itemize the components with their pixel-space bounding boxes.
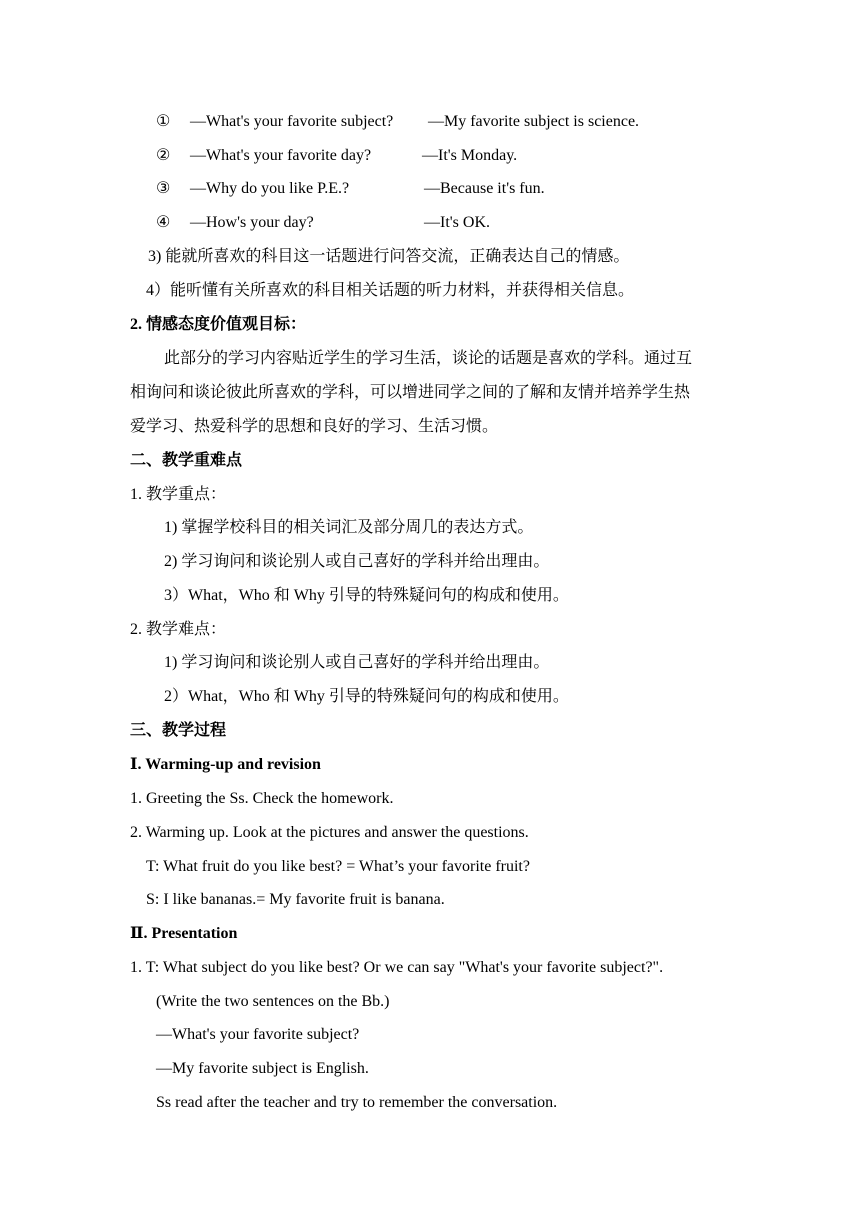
heading-key-points: 二、教学重难点 — [130, 452, 243, 469]
difficulty-title: 2. 教学难点： — [130, 621, 227, 638]
item-number: ④ — [156, 214, 171, 231]
answer: —It's Monday. — [422, 147, 518, 164]
step-2-line-1: 1. T: What subject do you like best? Or we can say "What's your favorite subject?". — [130, 959, 664, 976]
item-number: ③ — [156, 180, 171, 197]
heading-process: 三、教学过程 — [130, 722, 227, 739]
dialogue-item — [156, 145, 371, 167]
step-2-title: Ⅱ. Presentation — [130, 925, 238, 942]
difficulty-item-2: 2）What，Who 和 Why 引导的特殊疑问句的构成和使用。 — [164, 688, 569, 705]
answer: —It's OK. — [424, 214, 490, 231]
step-2-line-5: Ss read after the teacher and try to remember the conversation. — [156, 1094, 558, 1111]
step-1-line-2: 2. Warming up. Look at the pictures and answer the questions. — [130, 824, 529, 841]
key-item-1: 1) 掌握学校科目的相关词汇及部分周几的表达方式。 — [164, 519, 534, 536]
difficulty-item-1: 1) 学习询问和谈论别人或自己喜好的学科并给出理由。 — [164, 654, 550, 671]
step-2-line-3: —What's your favorite subject? — [156, 1026, 360, 1043]
item-number: ② — [156, 147, 171, 164]
key-title: 1. 教学重点： — [130, 486, 227, 503]
paragraph-line-2: 相询问和谈论彼此所喜欢的学科，可以增进同学之间的了解和友情并培养学生热 — [130, 384, 691, 401]
dialogue-item — [156, 111, 393, 133]
paragraph-line-3: 爱学习、热爱科学的思想和良好的学习、生活习惯。 — [130, 418, 499, 435]
step-1-line-1: 1. Greeting the Ss. Check the homework. — [130, 790, 394, 807]
step-1-line-4: S: I like bananas.= My favorite fruit is banana. — [146, 891, 445, 908]
question: —Why do you like P.E.? — [190, 180, 350, 197]
key-item-2: 2) 学习询问和谈论别人或自己喜好的学科并给出理由。 — [164, 553, 550, 570]
section-2-title: 2. 情感态度价值观目标： — [130, 316, 307, 333]
question: —How's your day? — [190, 214, 314, 231]
dialogue-item — [156, 178, 349, 200]
goal-3: 3) 能就所喜欢的科目这一话题进行问答交流，正确表达自己的情感。 — [148, 248, 630, 265]
answer: —Because it's fun. — [424, 180, 545, 197]
answer: —My favorite subject is science. — [428, 113, 640, 130]
dialogue-item — [156, 212, 314, 234]
step-1-title: Ⅰ. Warming-up and revision — [130, 756, 321, 773]
question: —What's your favorite day? — [190, 147, 372, 164]
item-number: ① — [156, 113, 171, 130]
key-item-3: 3）What，Who 和 Why 引导的特殊疑问句的构成和使用。 — [164, 587, 569, 604]
step-1-line-3: T: What fruit do you like best? = What’s your favorite fruit? — [146, 858, 530, 875]
step-2-line-4: —My favorite subject is English. — [156, 1060, 369, 1077]
paragraph-line-1: 此部分的学习内容贴近学生的学习生活，谈论的话题是喜欢的学科。通过互 — [164, 350, 693, 367]
step-2-line-2: (Write the two sentences on the Bb.) — [156, 993, 390, 1010]
goal-4: 4）能听懂有关所喜欢的科目相关话题的听力材料，并获得相关信息。 — [146, 282, 635, 299]
question: —What's your favorite subject? — [190, 113, 394, 130]
